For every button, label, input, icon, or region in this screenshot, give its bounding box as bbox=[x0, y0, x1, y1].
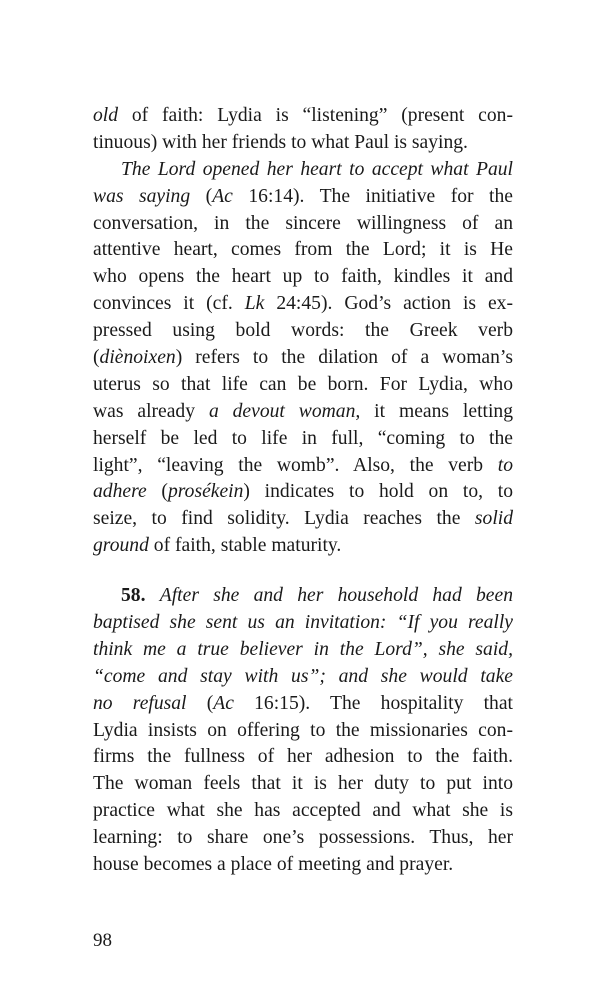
section-number: 58. bbox=[121, 585, 146, 607]
italic-text: After she and her household had been bbox=[159, 585, 514, 607]
text-line bbox=[93, 264, 513, 291]
text-run: ( bbox=[186, 692, 214, 714]
text-line bbox=[93, 825, 513, 852]
text-line bbox=[93, 453, 513, 480]
page-body bbox=[93, 103, 513, 879]
text-line bbox=[93, 399, 513, 426]
text-run: who opens the heart up to faith, kindles it and bbox=[93, 266, 513, 288]
text-line bbox=[93, 583, 513, 610]
italic-text: solid bbox=[474, 508, 513, 530]
text-run: Lydia insists on offering to the missionaries con- bbox=[93, 719, 513, 741]
text-run: ( bbox=[190, 185, 213, 207]
text-line bbox=[93, 130, 513, 157]
text-run: conversation, in the sincere willingness of an bbox=[93, 212, 513, 234]
paragraph bbox=[93, 157, 513, 560]
italic-text: The Lord opened her heart to accept what Paul bbox=[121, 158, 513, 180]
text-run: ) indicates to hold on to, to bbox=[243, 481, 513, 503]
italic-text: a devout woman, bbox=[208, 400, 361, 422]
text-line bbox=[93, 211, 513, 238]
italic-text: to bbox=[497, 454, 513, 476]
text-run: uterus so that life can be born. For Lydia, who bbox=[93, 373, 513, 395]
text-line bbox=[93, 103, 513, 130]
italic-text: prosékein bbox=[167, 481, 244, 503]
italic-text: old bbox=[93, 105, 119, 126]
text-run bbox=[146, 585, 160, 606]
text-line bbox=[93, 318, 513, 345]
text-line bbox=[93, 533, 513, 560]
text-line bbox=[93, 691, 513, 718]
text-run: of faith: Lydia is “listening” (present con- bbox=[118, 105, 513, 126]
text-run: of faith, stable maturity. bbox=[148, 535, 342, 557]
text-run: herself be led to life in full, “coming to the bbox=[93, 427, 513, 449]
text-run: practice what she has accepted and what she is bbox=[93, 800, 513, 822]
italic-text: Lk bbox=[244, 293, 265, 315]
text-line bbox=[93, 744, 513, 771]
text-line bbox=[93, 852, 513, 879]
italic-text: “come and stay with us”; and she would take bbox=[93, 665, 513, 687]
text-line bbox=[93, 426, 513, 453]
italic-text: ground bbox=[93, 535, 149, 557]
italic-text: think me a true believer in the Lord”, she said, bbox=[93, 638, 513, 660]
text-run: light”, “leaving the womb”. Also, the verb bbox=[93, 454, 498, 476]
text-run: 16:15). The hospitality that bbox=[233, 692, 513, 714]
text-line bbox=[93, 157, 513, 184]
text-run: firms the fullness of her adhesion to the faith. bbox=[93, 746, 513, 768]
text-run: ( bbox=[93, 347, 100, 369]
text-run: tinuous) with her friends to what Paul is saying. bbox=[93, 131, 468, 153]
text-run: learning: to share one’s possessions. Thus, her bbox=[93, 827, 513, 849]
text-line bbox=[93, 506, 513, 533]
italic-text: no refusal bbox=[93, 692, 187, 714]
text-run: house becomes a place of meeting and prayer. bbox=[93, 854, 454, 876]
text-line bbox=[93, 237, 513, 264]
text-run: 24:45). God’s action is ex- bbox=[264, 293, 513, 315]
text-run: ( bbox=[146, 481, 168, 503]
page-number: 98 bbox=[93, 930, 112, 951]
text-run: attentive heart, comes from the Lord; it is He bbox=[93, 239, 513, 261]
italic-text: Ac bbox=[213, 692, 234, 714]
text-line bbox=[93, 718, 513, 745]
italic-text: diènoixen bbox=[99, 347, 176, 369]
text-line bbox=[93, 610, 513, 637]
text-line bbox=[93, 345, 513, 372]
paragraph bbox=[93, 583, 513, 879]
italic-text: was saying bbox=[93, 185, 191, 207]
text-run: convinces it (cf. bbox=[93, 293, 245, 315]
text-line bbox=[93, 664, 513, 691]
text-run: 16:14). The initiative for the bbox=[232, 185, 513, 207]
paragraph bbox=[93, 103, 513, 157]
italic-text: adhere bbox=[93, 481, 147, 503]
text-line bbox=[93, 479, 513, 506]
text-line bbox=[93, 798, 513, 825]
text-run: seize, to find solidity. Lydia reaches the bbox=[93, 508, 475, 530]
text-line bbox=[93, 771, 513, 798]
text-run: pressed using bold words: the Greek verb bbox=[93, 320, 513, 342]
text-line bbox=[93, 372, 513, 399]
text-run: The woman feels that it is her duty to put into bbox=[93, 773, 513, 795]
italic-text: baptised she sent us an invitation: “If you really bbox=[93, 612, 513, 634]
text-line bbox=[93, 637, 513, 664]
text-run: it means letting bbox=[360, 400, 513, 422]
text-line bbox=[93, 291, 513, 318]
italic-text: Ac bbox=[212, 185, 233, 207]
text-run: was already bbox=[93, 400, 209, 422]
text-run: ) refers to the dilation of a woman’s bbox=[175, 347, 513, 369]
text-line bbox=[93, 184, 513, 211]
